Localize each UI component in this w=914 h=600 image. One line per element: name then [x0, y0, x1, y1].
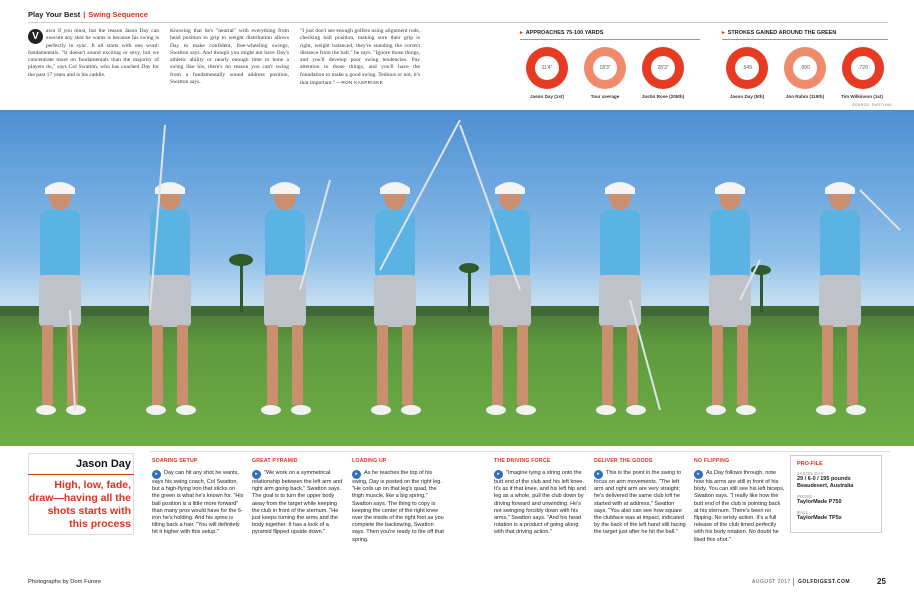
treeline	[0, 306, 914, 316]
donut-approach-day: 11'4"	[526, 47, 568, 89]
golfer-figure	[596, 182, 660, 415]
bottom-rule	[150, 451, 890, 452]
tip-title: LOADING UP	[352, 458, 387, 464]
profile-value: TaylorMade P750	[797, 499, 842, 505]
tip-title: NO FLIPPING	[694, 458, 730, 464]
intro-text-2: Knowing that he's "neutral" with everything from head position to grip to weight distribution allows Day to make confident, free-wheeling swings, Swatton says. And though you might not have Day's athletic ability or nearly enough time to hone a swing like his, there's no reason you can't swing from a fundamentally sound address position, Swatton says.	[170, 28, 289, 86]
triangle-icon: ▸	[520, 30, 523, 36]
tip-body: ▸ This is the point in the swing to focus on arm movements. "The left arm and right arm are very straight; he's delivered the same club loft he started with at address," Swatton says. "You also can see how square the clubface was at impact, indicated by the back of the left hand still facing the target just after he hit the ball."	[594, 470, 686, 536]
donut-strokes-day: .549	[726, 47, 768, 89]
stats-source: SOURCE: SHOTLINK	[852, 103, 893, 107]
approaches-rule	[520, 39, 700, 40]
play-icon: ▸	[152, 470, 161, 479]
tip-title: DELIVER THE GOODS	[594, 458, 653, 464]
section-name: Play Your Best	[28, 10, 81, 19]
player-name: Jason Day	[75, 458, 131, 470]
strokes-rule	[722, 39, 888, 40]
intro-column-1	[28, 28, 159, 79]
profile-value: TaylorMade TP5x	[797, 515, 842, 521]
section-header	[28, 10, 148, 19]
play-icon: ▸	[494, 470, 503, 479]
tip-deliver-goods	[594, 458, 686, 537]
profile-label: JASON DAY	[797, 471, 824, 476]
donut-approach-rose: 28'3"	[642, 47, 684, 89]
tip-soaring-setup	[152, 458, 244, 537]
byline: —RON KASPRISKE	[336, 80, 383, 86]
footer-date: AUGUST 2017	[752, 579, 791, 585]
golfer-figure	[706, 182, 760, 415]
intro-column-3	[300, 28, 420, 87]
donut-approach-avg: 18'3"	[584, 47, 626, 89]
profile-label: IRONS	[797, 494, 813, 499]
tip-great-pyramid	[252, 458, 344, 537]
tip-body: ▸ "Imagine tying a string onto the butt end of the club and his left knee. It's as if that knee, and his left hip and leg as a whole, pull the club down by driving forward and unwinding. He's not swinging forcibly down with his arms," Swatton says. "And his head rotation is a product of going along with that driving action."	[494, 470, 586, 536]
approaches-title: ▸ APPROACHES 75-100 YARDS	[520, 30, 604, 36]
tip-body: ▸ "We work on a symmetrical relationship between the left arm and right arm going back," Swatton says. The goal is to turn the upper body away from the target while keeping the club in front of the sternum. "He just keeps turning the arms and the body together. It has a look of a pyramid flipped upside down."	[252, 470, 343, 536]
donut-label: Jason Day (1st)	[530, 94, 564, 99]
tip-title: GREAT PYRAMID	[252, 458, 298, 464]
player-tagline: High, low, fade, draw—having all the shots starts with this process	[28, 479, 131, 530]
tip-driving-force	[494, 458, 586, 537]
tip-body: ▸ As Day follows through, note how his arms are still in front of his body. You can still see his left biceps, Swatton says. "I really like how the butt end of the club is pointing back at his sternum. There's been no flipping. No wristy action. It's a full release of the club timed perfectly with his body rotation. No doubt he liked this shot."	[694, 470, 785, 543]
golfer-figure	[36, 182, 86, 415]
tip-loading-up	[352, 458, 444, 544]
profile-label: BALL	[797, 510, 809, 515]
play-icon: ▸	[352, 470, 361, 479]
golfer-figure	[371, 120, 460, 415]
tip-body: ▸ As he reaches the top of his swing, Day is posted on the right leg. "He coils up on that leg's quad, the thigh muscle, like a big spring," Swatton says. The thing to copy is keeping the center of the right knee over the inside of the right foot as you complete the backswing, Swatton says. Then you're ready to fire off that spring.	[352, 470, 444, 543]
footer-divider	[793, 578, 794, 586]
donut-strokes-wilkinson: .720	[842, 47, 884, 89]
triangle-icon: ▸	[722, 30, 725, 36]
pro-file-box	[790, 455, 882, 533]
play-icon: ▸	[594, 470, 603, 479]
golfer-figure	[146, 125, 196, 415]
donut-label: Tim Wilkinson (1st)	[841, 94, 883, 99]
tip-no-flipping	[694, 458, 786, 544]
header-rule	[28, 22, 888, 23]
intro-column-2	[170, 28, 289, 86]
header-separator: |	[83, 10, 86, 19]
tip-body: ▸ Day can hit any shot he wants, says his swing coach, Col Swatton, but a high-flying iron that sticks on the green is what he's known for. "His ball position is a little more forward" than many pros would have for the 6-iron he's holding. And his spine is tilting back a hair. "You will definitely hit it higher with this setup."	[152, 470, 244, 536]
page-number: 25	[877, 577, 886, 586]
dropcap: V	[28, 29, 43, 44]
golfer-figure	[261, 180, 330, 415]
swing-sequence-illustration	[0, 110, 914, 446]
golfer-figure	[816, 182, 900, 415]
profile-value: 29 / 6-0 / 195 pounds Beaudesert, Australia	[797, 476, 854, 489]
play-icon: ▸	[252, 470, 261, 479]
donut-label: Tour average	[590, 94, 620, 99]
tip-title: SOARING SETUP	[152, 458, 198, 464]
subsection-name: Swing Sequence	[88, 10, 148, 19]
play-icon: ▸	[694, 470, 703, 479]
intro-text-3: "I just don't see enough golfers using alignment rods, checking ball position, making sure their grip is right, weight balanced, they're standing the correct distance from the ball," he says. "Ignore those things, and you'll develop poor swing tendencies. Pay attention to those things, and you'll have the foundation to make a good swing. Tedious or not, it's that important."	[300, 28, 420, 87]
intro-text-1: awn if you must, but the reason Jason Day can execute any shot he wants is because his swing is perfectly in sync. It all starts with one word: fundamentals. "It doesn't sound exciting or sexy, but we concentrate more on fundamentals than the majority of players do," says Col Swatton, who has coached Day for the past 17 years and is his caddie.	[28, 28, 159, 78]
donut-label: Jason Day (5th)	[729, 94, 765, 99]
player-name-rule	[28, 474, 134, 475]
donut-label: Jon Rahm (115th)	[785, 94, 825, 99]
donut-strokes-rahm: .000	[784, 47, 826, 89]
strokes-title: ▸ STROKES GAINED AROUND THE GREEN	[722, 30, 837, 36]
footer-site: GOLFDIGEST.COM	[798, 579, 850, 585]
donut-label: Justin Rose (205th)	[641, 94, 685, 99]
swing-sequence-photo	[0, 110, 914, 446]
profile-title: PRO-FILE	[797, 461, 823, 467]
tip-title: THE DRIVING FORCE	[494, 458, 551, 464]
photo-credit: Photographs by Dom Furore	[28, 579, 102, 585]
